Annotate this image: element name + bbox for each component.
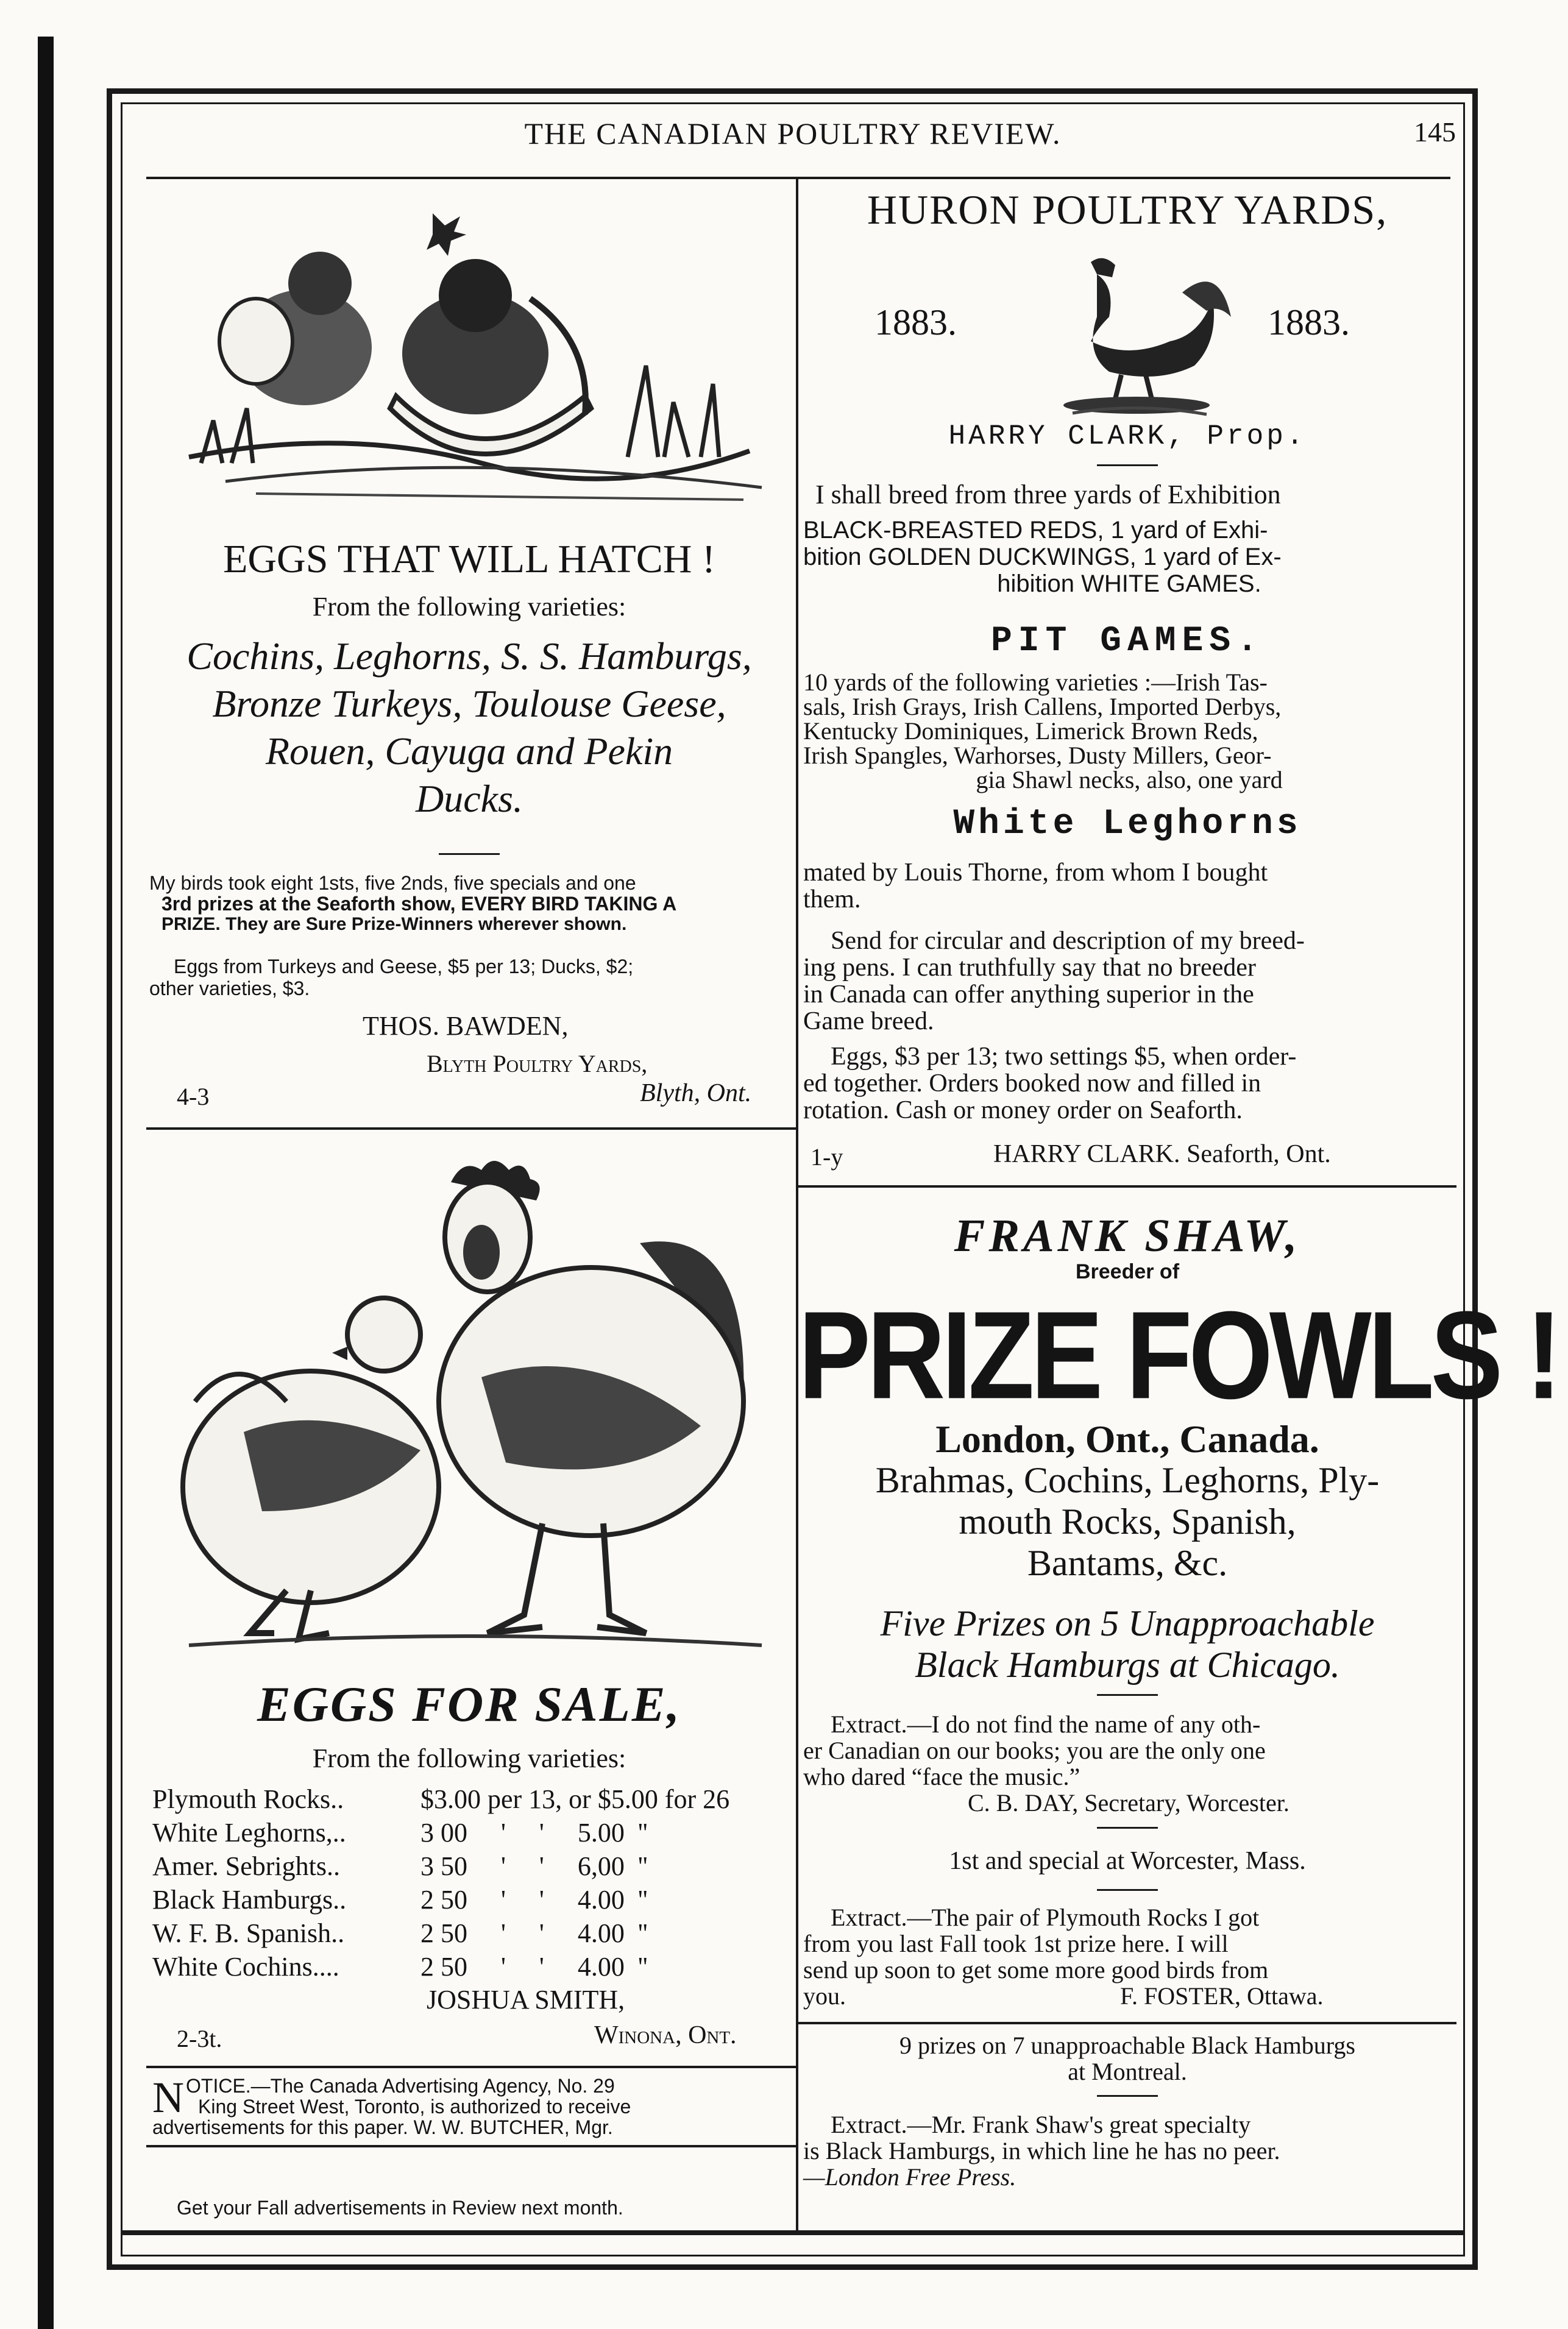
variety-line: Cochins, Leghorns, S. S. Hamburgs, — [186, 634, 752, 678]
breed-name: White Leghorns,.. — [152, 1818, 346, 1848]
extract-signature: F. FOSTER, Ottawa. — [1120, 1982, 1324, 2010]
price-row — [152, 1849, 792, 1883]
huron-line: ing pens. I can truthfully say that no breeder — [803, 954, 1256, 982]
shaw-five-prizes — [798, 1603, 1456, 1686]
bawden-prices — [149, 955, 792, 999]
breed-name: W. F. B. Spanish.. — [152, 1918, 345, 1948]
extract-line: Extract.—Mr. Frank Shaw's great specialty — [831, 2111, 1251, 2138]
shaw-location: London, Ont., Canada. — [935, 1417, 1319, 1461]
short-rule — [1097, 1827, 1158, 1829]
prices-line: other varieties, $3. — [149, 977, 310, 999]
left-section-rule — [146, 1127, 796, 1130]
breed-price: $3.00 per 13, or $5.00 for 26 — [420, 1784, 730, 1814]
footer-rule-left — [146, 2145, 796, 2147]
variety-line: Ducks. — [416, 777, 523, 820]
extract-signature: C. B. DAY, Secretary, Worcester. — [968, 1789, 1290, 1817]
breeds-line: Brahmas, Cochins, Leghorns, Ply- — [875, 1460, 1380, 1500]
huron-breeds-c — [803, 859, 1455, 913]
huron-breeds-a — [803, 481, 1455, 597]
short-rule — [1097, 1889, 1158, 1891]
price-row — [152, 1916, 792, 1950]
huron-line: Send for circular and description of my breed- — [831, 927, 1305, 955]
bawden-yards: Blyth Poultry Yards, — [427, 1050, 648, 1077]
huron-line: rotation. Cash or money order on Seaforth. — [803, 1096, 1243, 1124]
huron-year-right: 1883. — [1268, 302, 1350, 342]
shaw-extract-2 — [803, 1904, 1455, 2009]
extract-line: who dared “face the music.” — [803, 1763, 1080, 1790]
smith-headline: EGGS FOR SALE, — [257, 1676, 681, 1732]
montreal-line: at Montreal. — [1068, 2058, 1187, 2085]
huron-line: ed together. Orders booked now and filled in — [803, 1069, 1261, 1097]
five-prizes-line: Five Prizes on 5 Unapproachable — [880, 1603, 1375, 1643]
white-leghorns-heading: White Leghorns — [953, 804, 1302, 844]
short-rule — [1097, 2095, 1158, 2097]
huron-line: in Canada can offer anything superior in the — [803, 980, 1254, 1009]
huron-line: Irish Spangles, Warhorses, Dusty Millers, Geor- — [803, 742, 1272, 769]
bawden-intro: From the following varieties: — [312, 592, 626, 622]
variety-line: Rouen, Cayuga and Pekin — [265, 729, 673, 773]
breed-name: Plymouth Rocks.. — [152, 1784, 344, 1814]
huron-line: Kentucky Dominiques, Limerick Brown Reds, — [803, 717, 1258, 745]
bawden-town: Blyth, Ont. — [640, 1079, 752, 1107]
huron-proprietor: HARRY CLARK, Prop. — [948, 420, 1307, 452]
smith-name: JOSHUA SMITH, — [427, 1985, 625, 2015]
breed-price: 3 50 ' ' 6,00 '' — [420, 1851, 648, 1881]
shaw-breeds — [798, 1459, 1456, 1584]
notice-initial: N — [152, 2073, 184, 2122]
bawden-headline: EGGS THAT WILL HATCH ! — [223, 537, 715, 581]
huron-line: mated by Louis Thorne, from whom I bought — [803, 859, 1268, 887]
right-section-rule — [798, 2022, 1456, 2024]
huron-eggs — [803, 1043, 1455, 1124]
smith-code: 2-3t. — [177, 2025, 222, 2052]
pit-games-heading: PIT GAMES. — [990, 622, 1265, 661]
cochin-fowls-illustration — [165, 1146, 780, 1670]
short-rule — [1097, 1694, 1158, 1696]
huron-breeds-b — [803, 670, 1455, 792]
variety-line: Bronze Turkeys, Toulouse Geese, — [212, 682, 726, 725]
huron-code: 1-y — [811, 1143, 843, 1171]
header-rule — [146, 177, 1450, 179]
price-row — [152, 1883, 792, 1916]
extract-line: er Canadian on our books; you are the only one — [803, 1737, 1266, 1764]
huron-line: BLACK-BREASTED REDS, 1 yard of Exhi- — [803, 517, 1268, 544]
extract-line: Extract.—The pair of Plymouth Rocks I got — [831, 1904, 1260, 1931]
shaw-montreal — [798, 2032, 1456, 2085]
extract-line: from you last Fall took 1st prize here. I will — [803, 1930, 1229, 1957]
short-rule — [1097, 464, 1158, 466]
awards-line: PRIZE. They are Sure Prize-Winners wherever shown. — [161, 914, 627, 934]
shaw-breeder-of: Breeder of — [1075, 1260, 1180, 1283]
notice-top-rule — [146, 2066, 796, 2068]
huron-year-left: 1883. — [874, 302, 957, 342]
page-number: 145 — [1414, 116, 1456, 147]
right-section-rule — [798, 1185, 1456, 1188]
awards-line: My birds took eight 1sts, five 2nds, five specials and one — [149, 872, 636, 894]
extract-line: you. F. FOSTER, Ottawa. — [803, 1982, 1324, 2010]
prize-fowls-display: PRIZE FOWLS ! — [798, 1285, 1559, 1425]
notice-line: advertisements for this paper. W. W. BUTCHER, Mgr. — [152, 2116, 613, 2138]
column-divider — [796, 179, 798, 2233]
awards-line: 3rd prizes at the Seaforth show, EVERY BIRD TAKING A — [161, 893, 677, 915]
huron-line: hibition WHITE GAMES. — [997, 570, 1261, 597]
huron-line: Eggs, $3 per 13; two settings $5, when order- — [831, 1043, 1297, 1071]
extract-source: —London Free Press. — [803, 2163, 1016, 2191]
short-rule — [439, 853, 500, 855]
breed-name: Black Hamburgs.. — [152, 1885, 347, 1915]
gamecock-illustration — [1036, 250, 1237, 420]
smith-town: Winona, Ont. — [594, 2021, 737, 2049]
shaw-worcester: 1st and special at Worcester, Mass. — [949, 1847, 1306, 1875]
huron-line: them. — [803, 885, 861, 913]
breed-price: 2 50 ' ' 4.00 '' — [420, 1885, 648, 1915]
bawden-name: THOS. BAWDEN, — [363, 1011, 569, 1041]
smith-intro: From the following varieties: — [312, 1743, 626, 1773]
huron-circular — [803, 927, 1455, 1035]
breed-price: 2 50 ' ' 4.00 '' — [420, 1952, 648, 1982]
prices-line: Eggs from Turkeys and Geese, $5 per 13; Ducks, $2; — [174, 955, 634, 977]
breed-name: Amer. Sebrights.. — [152, 1851, 340, 1881]
breed-price: 3 00 ' ' 5.00 '' — [420, 1818, 648, 1848]
bawden-varieties — [146, 633, 792, 823]
page-bottom-rule — [121, 2230, 1465, 2235]
extract-line: is Black Hamburgs, in which line he has no peer. — [803, 2137, 1280, 2164]
huron-headline: HURON POULTRY YARDS, — [867, 186, 1388, 233]
huron-line: 10 yards of the following varieties :—Irish Tas- — [803, 668, 1268, 696]
footer-left-note: Get your Fall advertisements in Review next month. — [177, 2197, 623, 2219]
five-prizes-line: Black Hamburgs at Chicago. — [915, 1645, 1340, 1685]
huron-signature: HARRY CLARK. Seaforth, Ont. — [993, 1140, 1331, 1168]
huron-line: bition GOLDEN DUCKWINGS, 1 yard of Ex- — [803, 544, 1282, 570]
running-title: THE CANADIAN POULTRY REVIEW. — [524, 116, 1062, 151]
huron-line: Game breed. — [803, 1007, 934, 1035]
chicks-hatching-illustration — [165, 195, 780, 512]
price-row — [152, 1950, 792, 1983]
smith-price-table — [152, 1782, 792, 1983]
extract-line: Extract.—I do not find the name of any oth- — [831, 1710, 1261, 1738]
montreal-line: 9 prizes on 7 unapproachable Black Hamburgs — [899, 2032, 1355, 2059]
extract-line: send up soon to get some more good birds from — [803, 1956, 1269, 1983]
breeds-line: mouth Rocks, Spanish, — [959, 1501, 1296, 1542]
breed-name: White Cochins.... — [152, 1952, 339, 1982]
notice-line: OTICE.—The Canada Advertising Agency, No. 29 — [186, 2075, 615, 2097]
binding-shadow — [38, 37, 54, 2329]
huron-line: I shall breed from three yards of Exhibition — [815, 480, 1281, 509]
huron-line: sals, Irish Grays, Irish Callens, Imported Derbys, — [803, 693, 1282, 720]
price-row — [152, 1816, 792, 1849]
shaw-extract-3 — [803, 2111, 1455, 2190]
shaw-extract-1 — [803, 1711, 1455, 1816]
price-row — [152, 1782, 792, 1816]
bawden-code: 4-3 — [177, 1083, 210, 1110]
breeds-line: Bantams, &c. — [1027, 1543, 1228, 1583]
notice-line: King Street West, Toronto, is authorized to receive — [198, 2096, 631, 2118]
bawden-awards — [149, 873, 792, 935]
breed-price: 2 50 ' ' 4.00 '' — [420, 1918, 648, 1948]
huron-line: gia Shawl necks, also, one yard — [976, 766, 1283, 793]
shaw-name: FRANK SHAW, — [954, 1210, 1301, 1261]
